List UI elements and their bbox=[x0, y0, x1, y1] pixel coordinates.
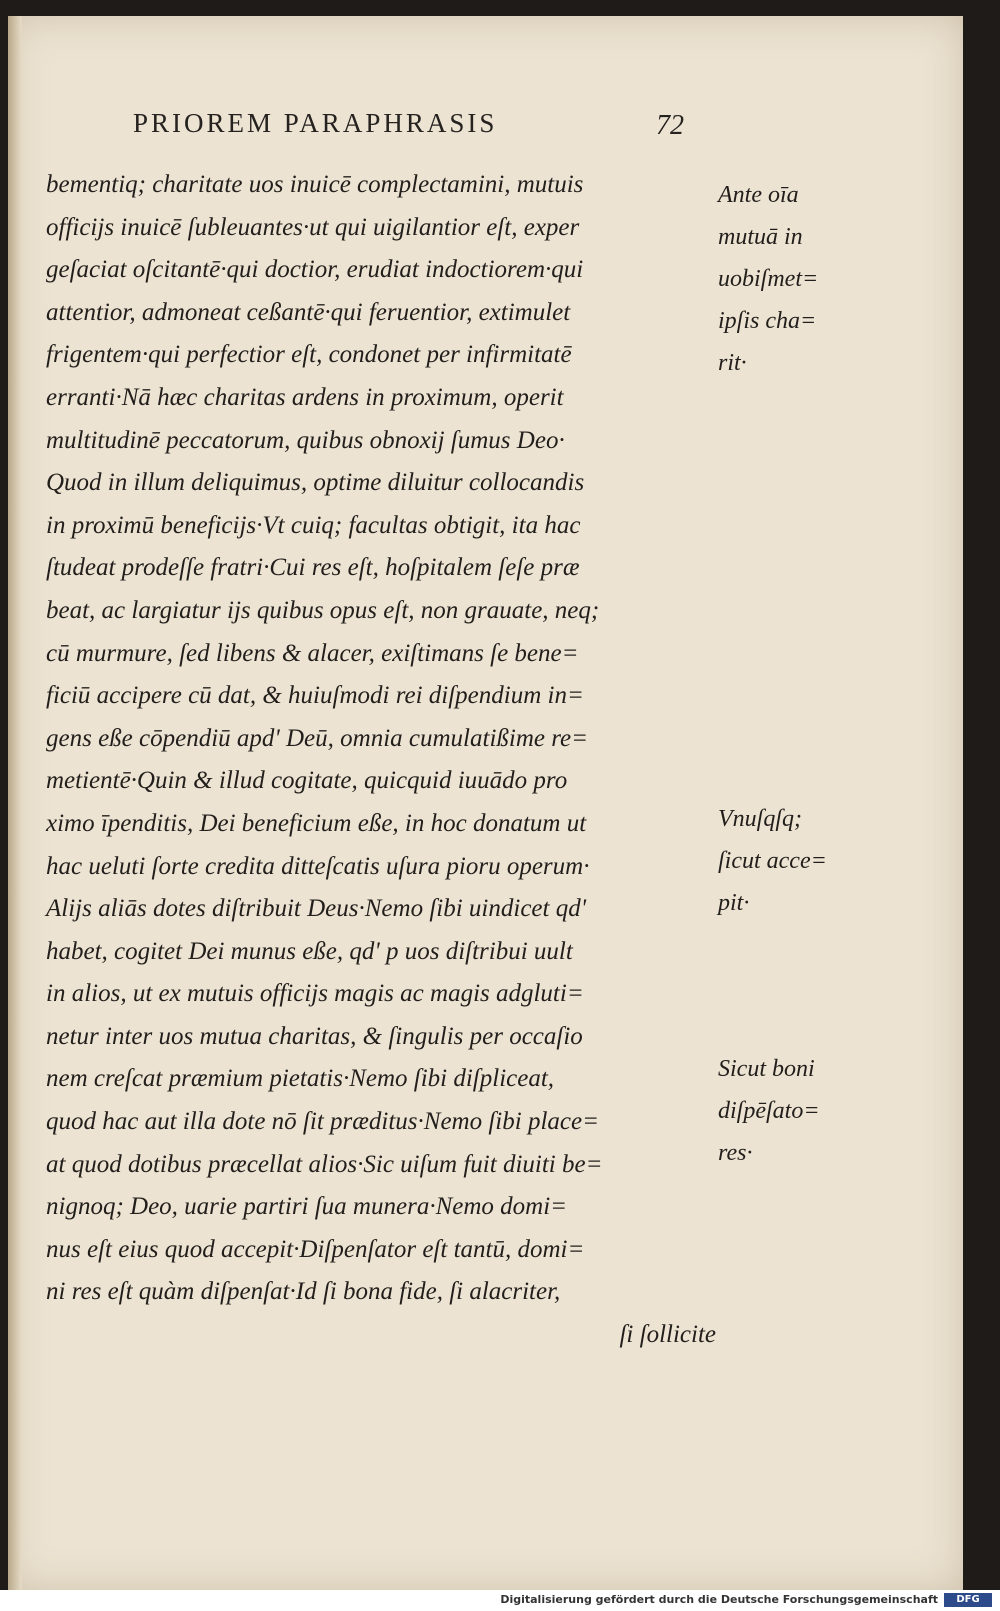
text-line: nem creſcat præmium pietatis·Nemo ſibi diſpliceat, bbox=[46, 1065, 555, 1093]
marginal-line: Ante oīa bbox=[718, 182, 799, 208]
catchword: ſi ſollicite bbox=[619, 1321, 716, 1349]
text-line: attentior, admoneat ceßantē·qui feruentior, extimulet bbox=[46, 298, 571, 326]
text-line: officijs inuicē ſubleuantes·ut qui uigilantior eſt, exper bbox=[46, 213, 580, 241]
marginal-line: ſicut acce= bbox=[718, 848, 827, 874]
text-line: ximo īpenditis, Dei beneficium eße, in hoc donatum ut bbox=[46, 809, 587, 837]
text-line: habet, cogitet Dei munus eße, qd' p uos diſtribui uult bbox=[46, 937, 573, 965]
text-line: erranti·Nā hæc charitas ardens in proximum, operit bbox=[46, 383, 564, 411]
book-page bbox=[8, 16, 963, 1590]
marginal-line: diſpēſato= bbox=[718, 1098, 820, 1124]
text-line: Quod in illum deliquimus, optime diluitur collocandis bbox=[46, 469, 585, 497]
marginal-line: Vnuſqſq; bbox=[718, 806, 802, 832]
marginal-line: pit· bbox=[718, 890, 750, 916]
page-gutter bbox=[8, 16, 22, 1590]
text-line: hac ueluti ſorte credita ditteſcatis uſura pioru operum· bbox=[46, 852, 590, 880]
text-line: multitudinē peccatorum, quibus obnoxij ſumus Deo· bbox=[46, 426, 565, 454]
text-line: quod hac aut illa dote nō ſit præditus·Nemo ſibi place= bbox=[46, 1108, 599, 1136]
text-line: bementiq; charitate uos inuicē complectamini, mutuis bbox=[46, 171, 584, 198]
marginal-line: ipſis cha= bbox=[718, 308, 817, 334]
page-number: 72 bbox=[656, 110, 684, 141]
marginal-line: uobiſmet= bbox=[718, 266, 819, 292]
marginal-note-1 bbox=[718, 174, 848, 384]
text-line: Alijs aliās dotes diſtribuit Deus·Nemo ſibi uindicet qd' bbox=[46, 895, 587, 923]
text-line: in proximū beneficijs·Vt cuiq; facultas obtigit, ita hac bbox=[46, 511, 581, 539]
marginal-line: rit· bbox=[718, 350, 747, 376]
footer-bar bbox=[0, 1590, 1000, 1611]
text-line: frigentem·qui perfectior eſt, condonet per infirmitatē bbox=[46, 341, 572, 369]
text-line: ſtudeat prodeſſe fratri·Cui res eſt, hoſpitalem ſeſe præ bbox=[46, 554, 580, 582]
running-head: PRIOREM PARAPHRASIS bbox=[133, 108, 498, 138]
marginal-note-2 bbox=[718, 798, 848, 924]
main-text-block bbox=[46, 164, 726, 1357]
marginal-line: mutuā in bbox=[718, 224, 803, 250]
text-line: cū murmure, ſed libens & alacer, exiſtimans ſe bene= bbox=[46, 639, 579, 667]
text-line: nus eſt eius quod accepit·Diſpenſator eſt tantū, domi= bbox=[46, 1235, 585, 1263]
text-line: geſaciat oſcitantē·qui doctior, erudiat indoctiorem·qui bbox=[46, 256, 584, 284]
text-line: gens eße cōpendiū apd' Deū, omnia cumulatißime re= bbox=[46, 724, 589, 752]
text-line: ficiū accipere cū dat, & huiuſmodi rei diſpendium in= bbox=[46, 682, 584, 710]
text-line: in alios, ut ex mutuis officijs magis ac magis adgluti= bbox=[46, 980, 584, 1008]
footer-credit: Digitalisierung gefördert durch die Deutsche Forschungsgemeinschaft bbox=[500, 1593, 938, 1606]
text-line: ni res eſt quàm diſpenſat·Id ſi bona fide, ſi alacriter, bbox=[46, 1278, 561, 1306]
marginal-line: res· bbox=[718, 1140, 753, 1166]
marginal-note-3 bbox=[718, 1048, 848, 1174]
dfg-logo: DFG bbox=[944, 1593, 992, 1607]
text-line: at quod dotibus præcellat alios·Sic uiſum fuit diuiti be= bbox=[46, 1150, 603, 1178]
text-line: metientē·Quin & illud cogitate, quicquid iuuādo pro bbox=[46, 767, 568, 795]
text-line: beat, ac largiatur ijs quibus opus eſt, non grauate, neq; bbox=[46, 596, 600, 624]
marginal-line: Sicut boni bbox=[718, 1056, 815, 1082]
text-line: nignoq; Deo, uarie partiri ſua munera·Nemo domi= bbox=[46, 1193, 568, 1221]
text-line: netur inter uos mutua charitas, & ſingulis per occaſio bbox=[46, 1022, 583, 1050]
